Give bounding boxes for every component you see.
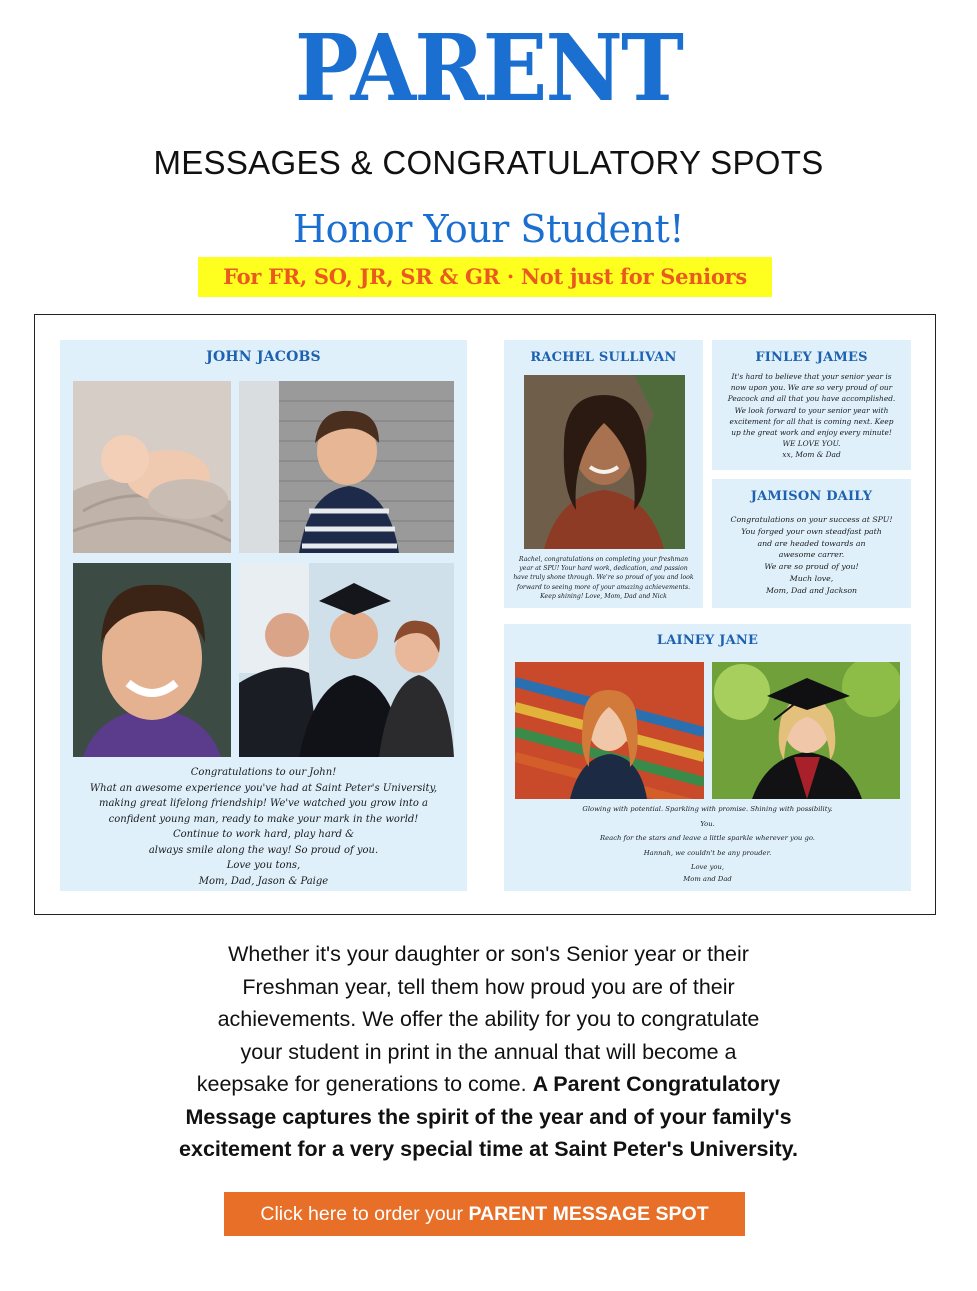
card-name: JAMISON DAILY <box>750 489 873 504</box>
message-line: Mom and Dad <box>683 874 732 883</box>
message-line: Keep shining! Love, Mom, Dad and Nick <box>540 592 667 600</box>
card-name: FINLEY JAMES <box>755 350 868 365</box>
description-text: keepsake for generations to come. <box>196 1072 533 1096</box>
message-line: Mom, Dad, Jason & Paige <box>198 875 329 887</box>
message-line: Continue to work hard, play hard & <box>172 829 355 840</box>
description-highlight: A Parent Congratulatory <box>532 1072 781 1096</box>
cta-label: Click here to order your <box>260 1203 469 1225</box>
message-line: You. <box>700 819 715 828</box>
card-name: LAINEY JANE <box>656 633 759 648</box>
lainey-message <box>504 804 911 886</box>
description-line: your student in print in the annual that will become a <box>240 1039 737 1064</box>
baby-photo <box>73 381 231 553</box>
message-line: WE LOVE YOU. <box>782 439 841 449</box>
page-subtitle: MESSAGES & CONGRATULATORY SPOTS <box>153 144 824 181</box>
message-line: Glowing with potential. Sparkling with promise. Shining with possibility. <box>582 805 833 813</box>
grades-banner: For FR, SO, JR, SR & GR · Not just for Seniors <box>198 257 772 297</box>
card-jamison-daily <box>712 479 911 608</box>
description-highlight: excitement for a very special time at Saint Peter's University. <box>179 1137 798 1161</box>
message-line: Hannah, we couldn't be any prouder. <box>643 848 772 857</box>
card-lainey-jane <box>504 624 911 891</box>
message-line: What an awesome experience you've had at Saint Peter's University, <box>89 782 438 794</box>
card-john-jacobs <box>60 340 467 891</box>
message-line: and are headed towards an <box>757 538 866 548</box>
message-line: up the great work and enjoy every minute! <box>731 428 892 438</box>
boy-photo <box>239 381 454 553</box>
rachel-photo <box>524 375 685 549</box>
rachel-message <box>504 555 703 601</box>
message-line: confident young man, ready to make your mark in the world! <box>108 813 419 825</box>
description-line <box>130 1068 847 1101</box>
description-line: Freshman year, tell them how proud you are of their <box>242 974 735 999</box>
message-line: awesome carrer. <box>778 550 845 560</box>
message-line: Mom, Dad and Jackson <box>765 585 858 595</box>
message-line: now upon you. We are so very proud of our <box>730 383 893 393</box>
message-line: forward to seeing more of your amazing achievements. <box>516 583 691 591</box>
message-line: Much love, <box>789 573 834 583</box>
card-rachel-sullivan <box>504 340 703 608</box>
message-line: Love you tons, <box>226 860 301 871</box>
message-line: xx, Mom & Dad <box>782 450 841 460</box>
message-line: year at SPU! Your hard work, dedication, and passion <box>519 565 688 573</box>
sample-spots-frame <box>34 314 936 915</box>
order-parent-message-button[interactable] <box>224 1192 745 1236</box>
message-line: It's hard to believe that your senior year is <box>731 372 892 381</box>
message-line: Peacock and all that you have accomplished. <box>727 394 896 404</box>
teen-photo <box>73 563 231 757</box>
message-line: Congratulations on your success at SPU! <box>730 515 893 524</box>
message-line: have truly shone through. We're so proud of you and look <box>513 574 694 582</box>
description-highlight: Message captures the spirit of the year and of your family's <box>185 1104 792 1129</box>
message-line: always smile along the way! So proud of you. <box>148 844 379 856</box>
message-line: We are so proud of you! <box>764 562 859 572</box>
graduation-family-photo <box>239 563 454 757</box>
jamison-message <box>712 514 911 597</box>
message-line: Reach for the stars and leave a little sparkle wherever you go. <box>600 834 815 843</box>
description-line: achievements. We offer the ability for you to congratulate <box>217 1007 760 1031</box>
message-line: excitement for all that is coming next. Keep <box>729 416 894 426</box>
card-name: RACHEL SULLIVAN <box>530 350 677 365</box>
message-line: making great lifelong friendship! We've watched you grow into a <box>98 798 429 809</box>
girl-hammock-photo <box>515 662 704 799</box>
card-finley-james <box>712 340 911 470</box>
message-line: We look forward to your senior year with <box>734 405 889 415</box>
description-paragraph <box>130 938 847 1166</box>
description-line: Whether it's your daughter or son's Senior year or their <box>228 942 749 966</box>
page-title: PARENT <box>294 14 683 122</box>
message-line: Congratulations to our John! <box>190 767 337 778</box>
john-message <box>60 765 467 889</box>
tagline: Honor Your Student! <box>292 207 685 251</box>
card-name: JOHN JACOBS <box>206 349 321 365</box>
finley-message <box>712 371 911 461</box>
message-line: You forged your own steadfast path <box>741 526 882 536</box>
graduate-photo <box>712 662 900 799</box>
cta-label-bold: PARENT MESSAGE SPOT <box>468 1203 709 1225</box>
message-line: Love you, <box>690 863 725 872</box>
message-line: Rachel, congratulations on completing your freshman <box>518 556 689 563</box>
